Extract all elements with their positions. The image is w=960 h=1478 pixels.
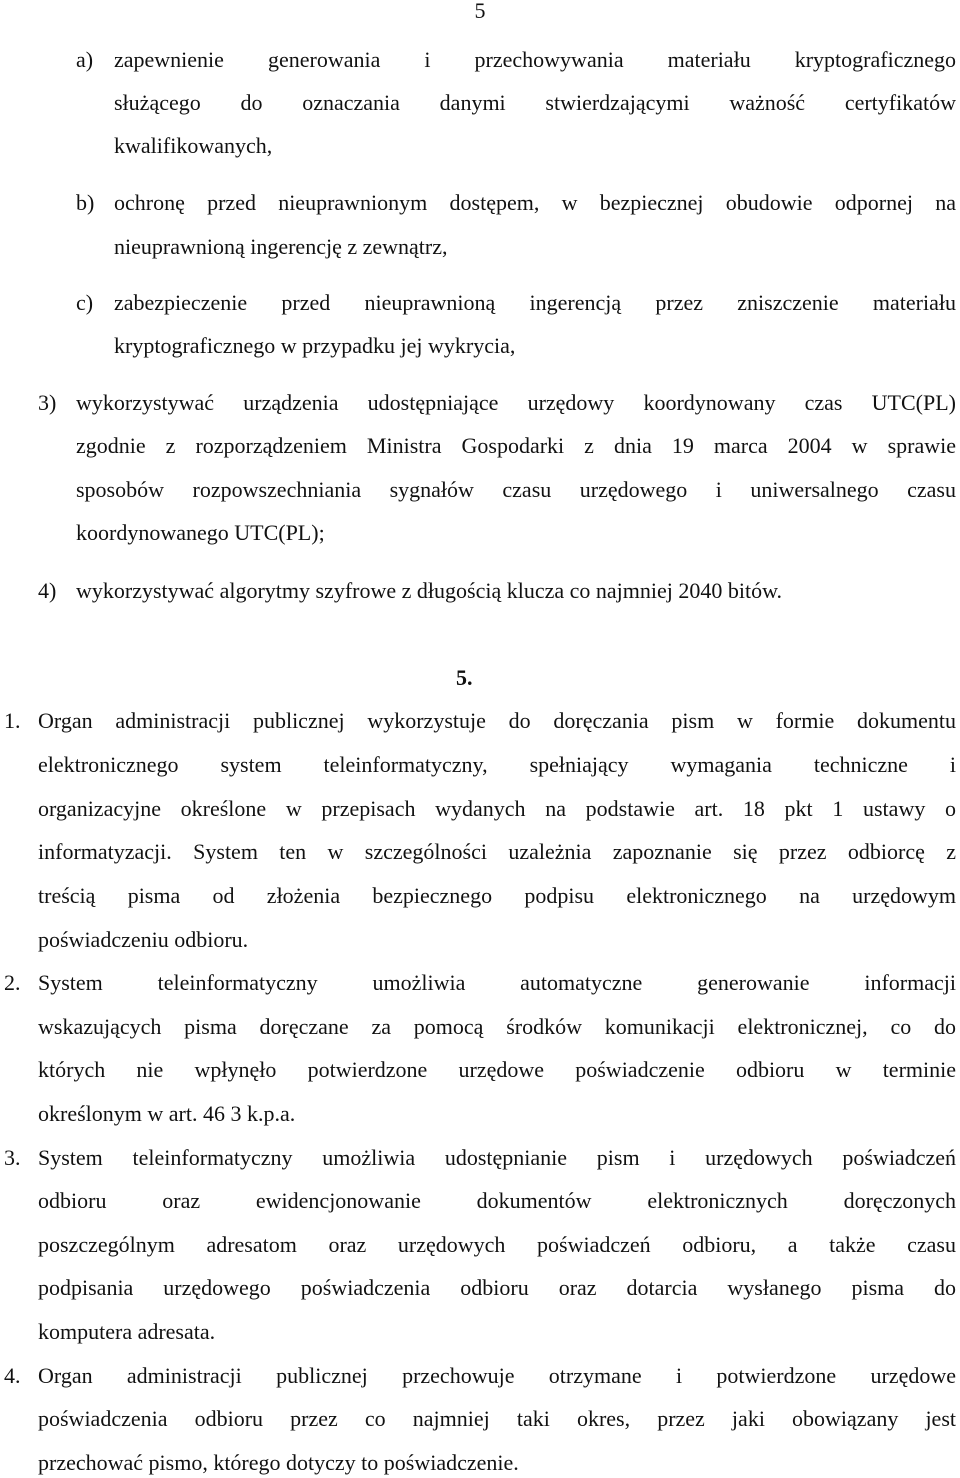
text-line: zapewnienie generowania i przechowywania materiału kryptograficznego [114,47,956,72]
section-heading: 5. [456,665,473,690]
text-line: treścią pisma od złożenia bezpiecznego podpisu elektronicznego na urzędowym [38,883,956,908]
text-line: poświadczenia odbioru przez co najmniej taki okres, przez jaki obowiązany jest [38,1406,956,1431]
list-label: c) [76,290,94,315]
text-line: Organ administracji publicznej wykorzystuje do doręczania pism w formie dokumentu [38,708,956,733]
text-line: określonym w art. 46 3 k.p.a. [38,1101,296,1126]
text-line: poszczególnym adresatom oraz urzędowych poświadczeń odbioru, a także czasu [38,1232,956,1257]
text-line: służącego do oznaczania danymi stwierdzającymi ważność certyfikatów [114,90,956,115]
text-line: przechować pismo, którego dotyczy to poświadczenie. [38,1450,519,1475]
text-line: Organ administracji publicznej przechowuje otrzymane i potwierdzone urzędowe [38,1363,956,1388]
text-line: zabezpieczenie przed nieuprawnioną ingerencją przez zniszczenie materiału [114,290,956,315]
text-line: elektronicznego system teleinformatyczny, spełniający wymagania techniczne i [38,752,956,777]
paragraph-label: 4. [4,1363,21,1388]
text-line: ochronę przed nieuprawnionym dostępem, w bezpiecznej obudowie odpornej na [114,190,956,215]
text-line: System teleinformatyczny umożliwia automatyczne generowanie informacji [38,970,956,995]
text-line: których nie wpłynęło potwierdzone urzędowe poświadczenie odbioru w terminie [38,1057,956,1082]
text-line: wykorzystywać urządzenia udostępniające urzędowy koordynowany czas UTC(PL) [76,390,956,415]
text-line: kwalifikowanych, [114,133,273,158]
text-line: wykorzystywać algorytmy szyfrowe z długością klucza co najmniej 2040 bitów. [76,578,783,603]
text-line: komputera adresata. [38,1319,216,1344]
text-line: System teleinformatyczny umożliwia udostępnianie pism i urzędowych poświadczeń [38,1145,956,1170]
text-line: zgodnie z rozporządzeniem Ministra Gospodarki z dnia 19 marca 2004 w sprawie [76,433,956,458]
text-line: odbioru oraz ewidencjonowanie dokumentów elektronicznych doręczonych [38,1188,956,1213]
text-line: kryptograficznego w przypadku jej wykrycia, [114,333,516,358]
text-line: informatyzacji. System ten w szczególności uzależnia zapoznanie się przez odbiorcę z [38,839,956,864]
text-line: nieuprawnioną ingerencję z zewnątrz, [114,234,448,259]
list-label: b) [76,190,95,215]
paragraph-label: 1. [4,708,21,733]
list-label: 3) [38,390,57,415]
paragraph-label: 2. [4,970,21,995]
list-label: 4) [38,578,57,603]
text-line: poświadczeniu odbioru. [38,927,249,952]
text-line: podpisania urzędowego poświadczenia odbioru oraz dotarcia wysłanego pisma do [38,1275,956,1300]
list-label: a) [76,47,94,72]
text-line: wskazujących pisma doręczane za pomocą środków komunikacji elektronicznej, co do [38,1014,956,1039]
text-line: koordynowanego UTC(PL); [76,520,325,545]
page-number: 5 [474,0,486,23]
paragraph-label: 3. [4,1145,21,1170]
text-line: sposobów rozpowszechniania sygnałów czasu urzędowego i uniwersalnego czasu [76,477,956,502]
text-line: organizacyjne określone w przepisach wydanych na podstawie art. 18 pkt 1 ustawy o [38,796,956,821]
